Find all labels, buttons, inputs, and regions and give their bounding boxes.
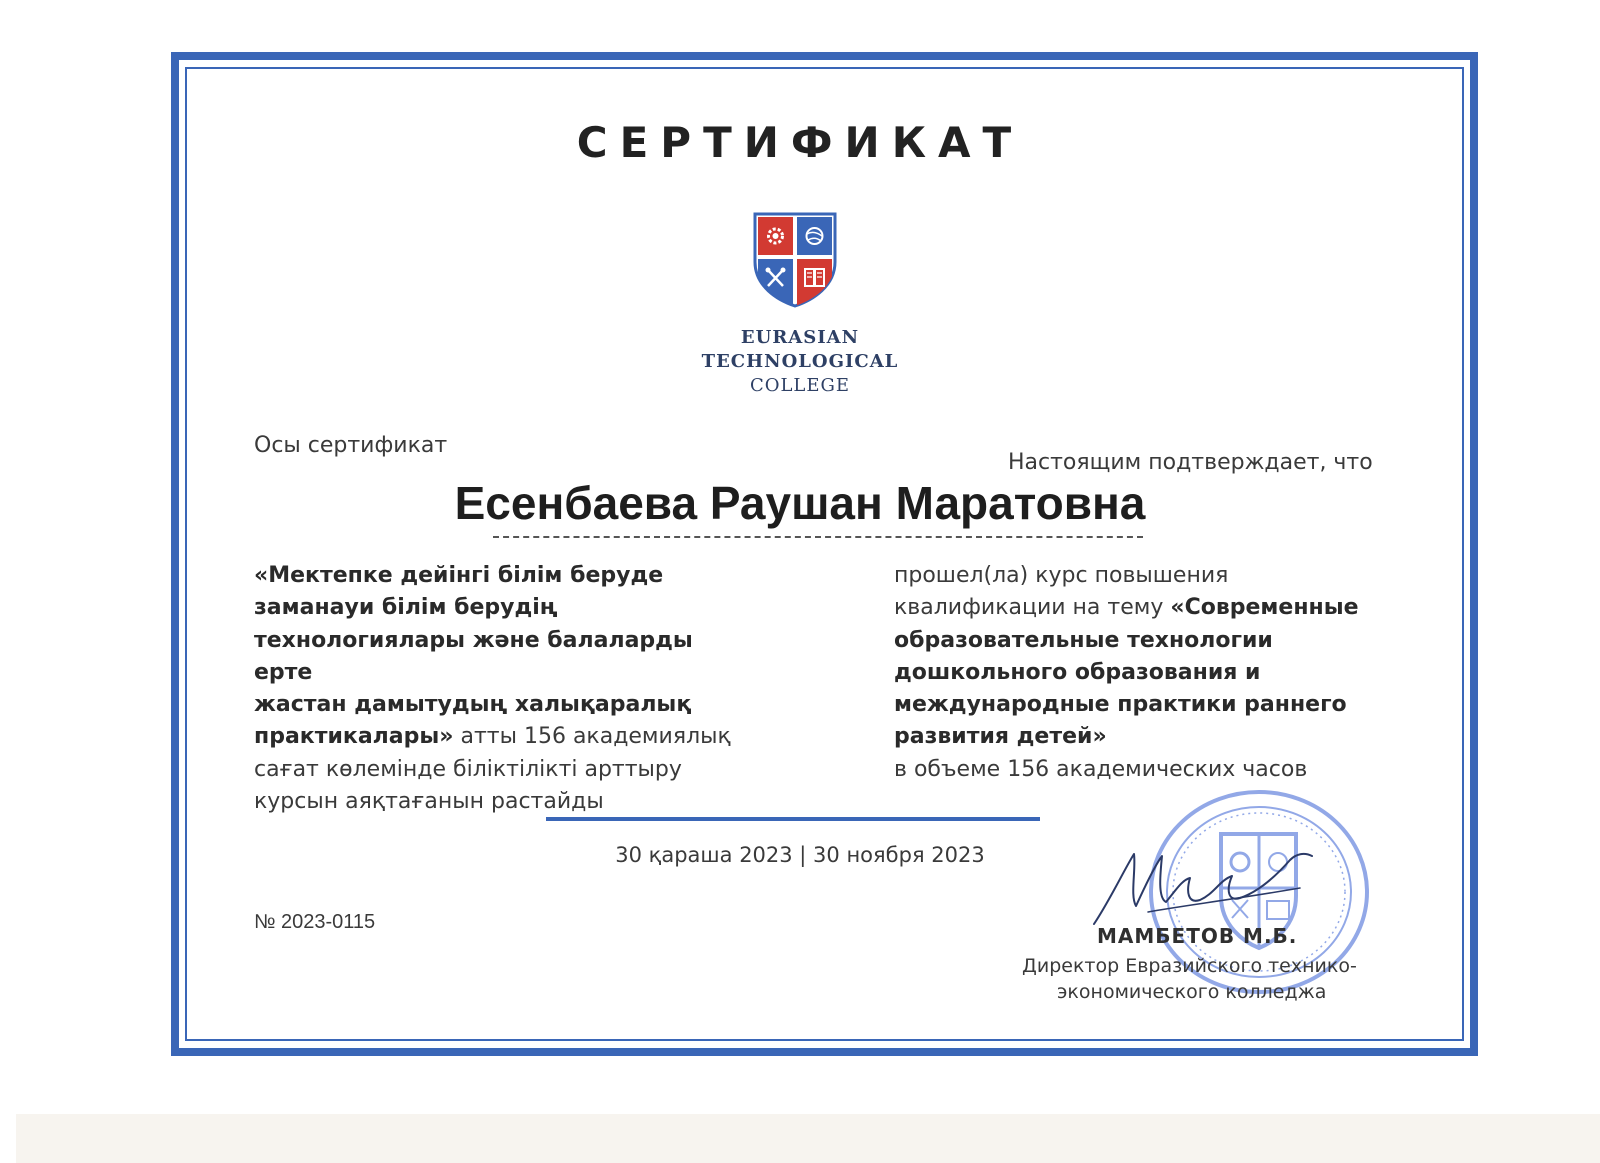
scan-bottom-margin [16,1114,1600,1163]
signer-name: МАМБЕТОВ М.Б. [1097,924,1298,948]
certificate-number: № 2023-0115 [254,911,376,933]
course-ru-line-2-plain: квалификации на тему [894,595,1171,621]
college-name-line-1: EURASIAN [740,327,860,348]
course-kz-line-2: заманауи білім берудің [254,595,558,621]
course-kz-line-3: технологиялары және балаларды ерте [254,627,693,685]
course-ru-line-7: в объеме 156 академических часов [894,756,1308,782]
course-ru-line-5: международные практики раннего [894,692,1347,718]
course-description-ru [894,560,1374,786]
course-kz-line-5-bold: практикалары» [254,724,454,750]
college-shield-logo [751,210,839,308]
course-ru-line-3: образовательные технологии [894,627,1273,653]
recipient-name: Есенбаева Раушан Маратовна [454,477,1146,529]
course-ru-line-4: дошкольного образования и [894,659,1261,685]
course-kz-line-7: курсын аяқтағанын растайды [254,789,604,815]
date-divider [546,817,1040,821]
issue-dates: 30 қараша 2023 | 30 ноября 2023 [615,843,985,867]
course-kz-line-4: жастан дамытудың халықаралық [254,692,692,718]
course-kz-line-6: сағат көлемінде біліктілікті арттыру [254,756,682,782]
course-kz-line-1: «Мектепке дейінгі білім беруде [254,563,664,588]
name-underline [493,536,1143,538]
signer-title-line-1: Директор Евразийского технико- [1022,955,1357,977]
course-ru-line-2-bold: «Современные [1170,595,1359,621]
course-description-kz [254,560,754,818]
course-kz-line-5-rest: атты 156 академиялық [453,724,731,750]
college-name-line-3: COLLEGE [749,375,851,396]
course-ru-line-6: развития детей» [894,724,1107,750]
college-name-line-2: TECHNOLOGICAL [701,351,899,372]
intro-text-ru: Настоящим подтверждает, что [1008,450,1373,475]
intro-text-kz: Осы сертификат [254,433,448,458]
course-ru-line-1: прошел(ла) курс повышения [894,563,1229,588]
certificate-title: СЕРТИФИКАТ [576,118,1024,167]
director-signature [1090,840,1330,930]
signer-title-line-2: экономического колледжа [1057,981,1327,1003]
